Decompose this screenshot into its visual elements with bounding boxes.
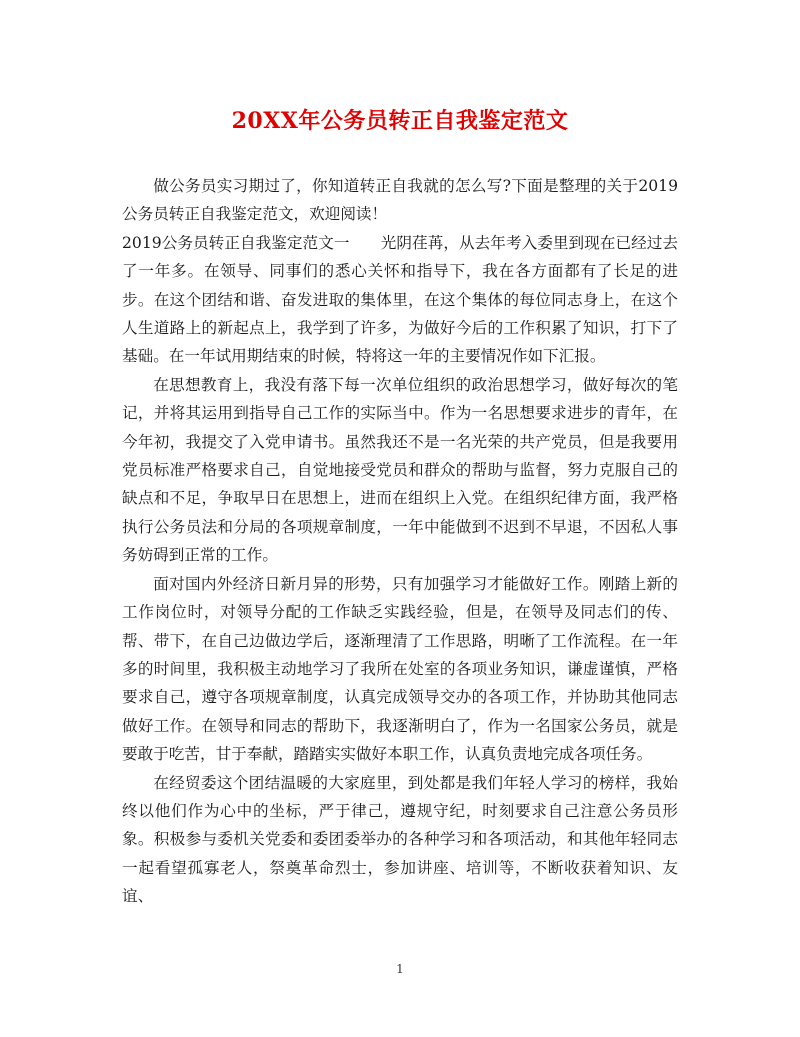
- paragraph-study: 面对国内外经济日新月异的形势，只有加强学习才能做好工作。刚踏上新的工作岗位时，对领导分配的工作缺乏实践经验，但是，在领导及同志们的传、帮、带下，在自己边做边学后，逐渐理清了工作思路，明晰了工作流程。在一年多的时间里，我积极主动地学习了我所在处室的各项业务知识，谦虚谨慎，严格要求自己，遵守各项规章制度，认真完成领导交办的各项工作，并协助其他同志做好工作。在领导和同志的帮助下，我逐渐明白了，作为一名国家公务员，就是要敢于吃苦，甘于奉献，踏踏实实做好本职工作，认真负责地完成各项任务。: [122, 574, 678, 764]
- document-body: [122, 172, 678, 911]
- page-number: 1: [396, 962, 404, 976]
- paragraph-ideology: 在思想教育上，我没有落下每一次单位组织的政治思想学习，做好每次的笔记，并将其运用到指导自己工作的实际当中。作为一名思想要求进步的青年，在今年初，我提交了入党申请书。虽然我还不是一名光荣的共产党员，但是我要用党员标准严格要求自己，自觉地接受党员和群众的帮助与监督，努力克服自己的缺点和不足，争取早日在思想上，进而在组织上入党。在组织纪律方面，我严格执行公务员法和分局的各项规章制度，一年中能做到不迟到不早退，不因私人事务妨碍到正常的工作。: [122, 375, 678, 565]
- document-title: 20XX年公务员转正自我鉴定范文: [231, 108, 569, 134]
- paragraph-intro: 做公务员实习期过了，你知道转正自我就的怎么写?下面是整理的关于2019公务员转正自我鉴定范文，欢迎阅读！: [122, 177, 678, 224]
- paragraph-collective: 在经贸委这个团结温暖的大家庭里，到处都是我们年轻人学习的榜样，我始终以他们作为心中的坐标，严于律己，遵规守纪，时刻要求自己注意公务员形象。积极参与委机关党委和委团委举办的各种学习和各项活动，和其他年轻同志一起看望孤寡老人，祭奠革命烈士，参加讲座、培训等，不断收获着知识、友谊、: [122, 773, 678, 906]
- paragraph-section-one: 2019公务员转正自我鉴定范文一 光阴荏苒，从去年考入委里到现在已经过去了一年多。在领导、同事们的悉心关怀和指导下，我在各方面都有了长足的进步。在这个团结和谐、奋发进取的集体里，在这个集体的每位同志身上，在这个人生道路上的新起点上，我学到了许多，为做好今后的工作积累了知识，打下了基础。在一年试用期结束的时候，特将这一年的主要情况作如下汇报。: [122, 233, 678, 366]
